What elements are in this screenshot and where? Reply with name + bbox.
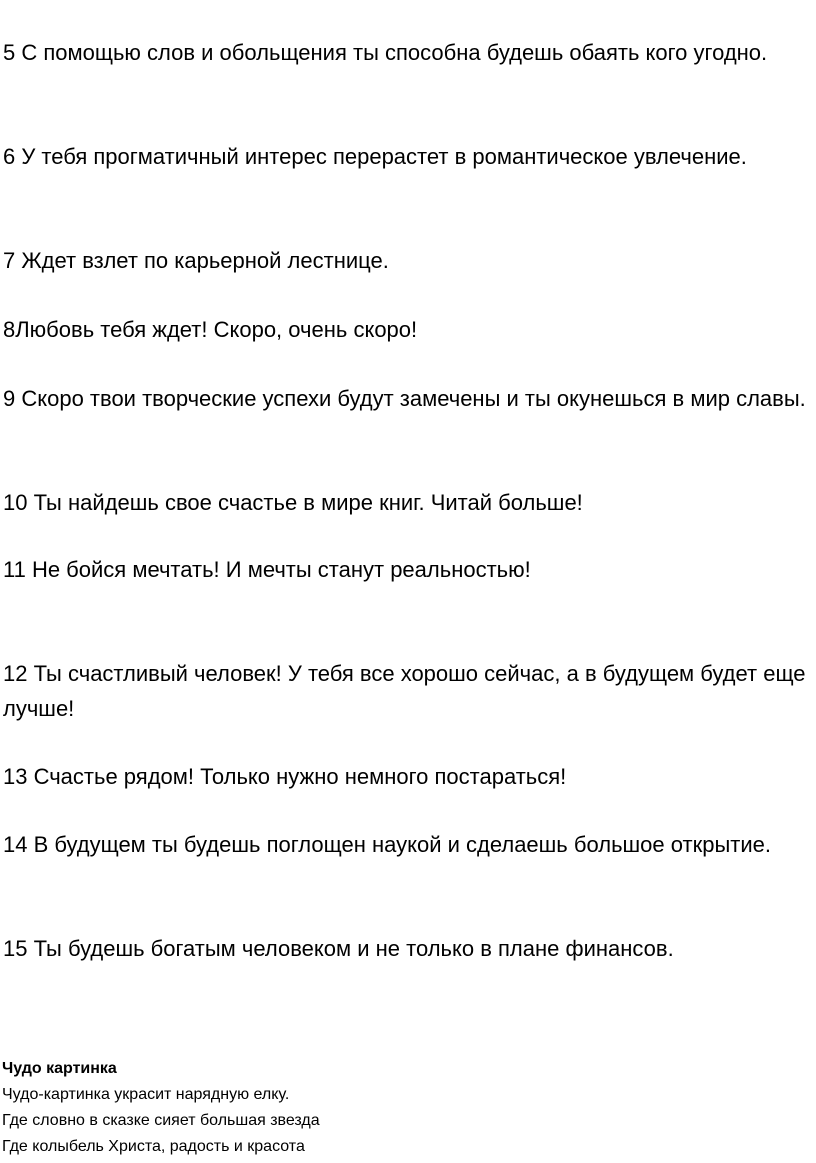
prediction-13: 13 Счастье рядом! Только нужно немного постараться! <box>3 764 567 789</box>
poem-line: Чудо-картинка украсит нарядную елку. <box>2 1086 290 1103</box>
prediction-12: 12 Ты счастливый человек! У тебя все хорошо сейчас, а в будущем будет еще лучше! <box>3 661 806 721</box>
poem-title: Чудо картинка <box>2 1060 117 1077</box>
prediction-10: 10 Ты найдешь свое счастье в мире книг. Читай больше! <box>3 490 583 515</box>
prediction-15: 15 Ты будешь богатым человеком и не только в плане финансов. <box>3 936 674 961</box>
prediction-8: 8Любовь тебя ждет! Скоро, очень скоро! <box>3 317 418 342</box>
prediction-6: 6 У тебя прогматичный интерес перерастет в романтическое увлечение. <box>3 144 747 169</box>
prediction-11: 11 Не бойся мечтать! И мечты станут реальностью! <box>3 557 531 582</box>
poem-line: Где словно в сказке сияет большая звезда <box>2 1112 320 1129</box>
prediction-5: 5 С помощью слов и обольщения ты способна будешь обаять кого угодно. <box>3 40 768 65</box>
prediction-14: 14 В будущем ты будешь поглощен наукой и сделаешь большое открытие. <box>3 832 771 857</box>
prediction-7: 7 Ждет взлет по карьерной лестнице. <box>3 248 389 273</box>
prediction-9: 9 Скоро твои творческие успехи будут замечены и ты окунешься в мир славы. <box>3 386 806 411</box>
poem-line: Где колыбель Христа, радость и красота <box>2 1138 305 1155</box>
